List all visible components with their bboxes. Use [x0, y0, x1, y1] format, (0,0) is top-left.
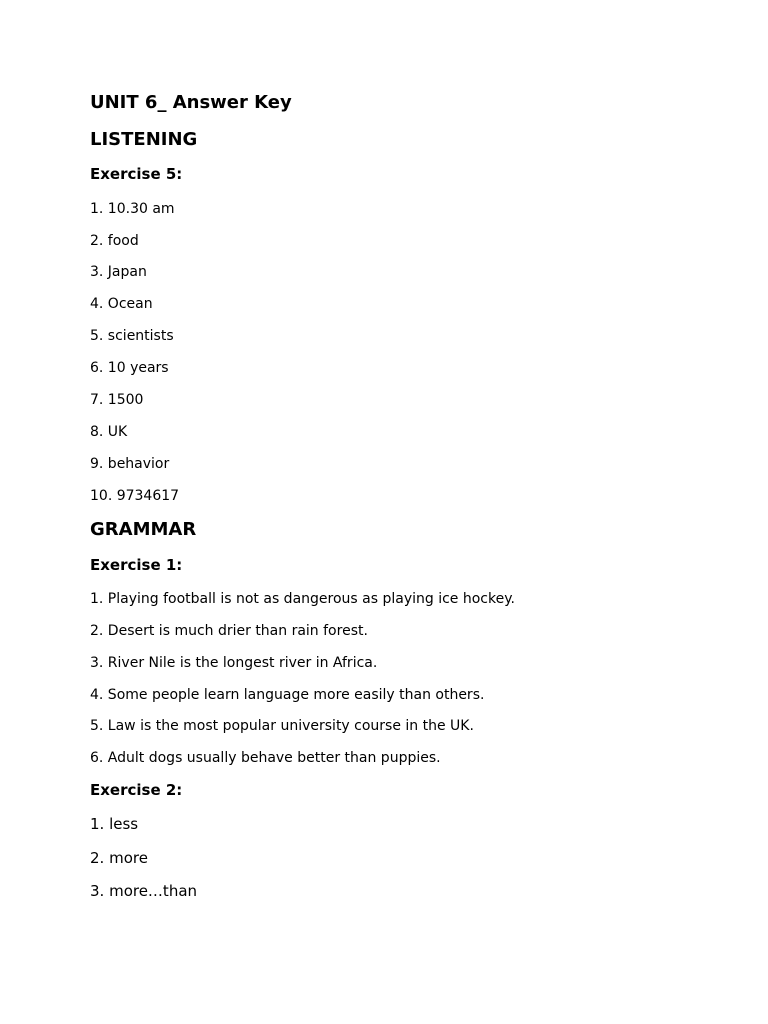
grammar-exercise-1-heading: Exercise 1:: [90, 556, 183, 574]
listening-answer: 4. Ocean: [90, 296, 153, 312]
grammar-ex2-answer: 1. less: [90, 815, 139, 833]
listening-answer: 5. scientists: [90, 328, 174, 344]
grammar-heading: GRAMMAR: [90, 519, 197, 540]
grammar-ex1-answer: 4. Some people learn language more easily than others.: [90, 687, 485, 703]
grammar-ex1-answer: 1. Playing football is not as dangerous as playing ice hockey.: [90, 591, 515, 607]
grammar-ex1-answer: 2. Desert is much drier than rain forest.: [90, 623, 368, 639]
listening-exercise-5-heading: Exercise 5:: [90, 165, 183, 183]
listening-answer: 2. food: [90, 233, 139, 249]
listening-answer: 3. Japan: [90, 264, 147, 280]
listening-answer: 1. 10.30 am: [90, 201, 175, 217]
listening-answer: 9. behavior: [90, 456, 170, 472]
grammar-ex2-answer: 3. more…than: [90, 882, 198, 900]
document-title: UNIT 6_ Answer Key: [90, 92, 292, 113]
grammar-ex1-answer: 5. Law is the most popular university course in the UK.: [90, 718, 474, 734]
grammar-ex1-answer: 3. River Nile is the longest river in Africa.: [90, 655, 378, 671]
listening-answer: 6. 10 years: [90, 360, 169, 376]
listening-answer: 10. 9734617: [90, 488, 180, 504]
grammar-exercise-2-heading: Exercise 2:: [90, 781, 183, 799]
grammar-ex2-answer: 2. more: [90, 849, 148, 867]
listening-answer: 7. 1500: [90, 392, 144, 408]
listening-heading: LISTENING: [90, 129, 198, 150]
listening-answer: 8. UK: [90, 424, 128, 440]
grammar-ex1-answer: 6. Adult dogs usually behave better than puppies.: [90, 750, 441, 766]
